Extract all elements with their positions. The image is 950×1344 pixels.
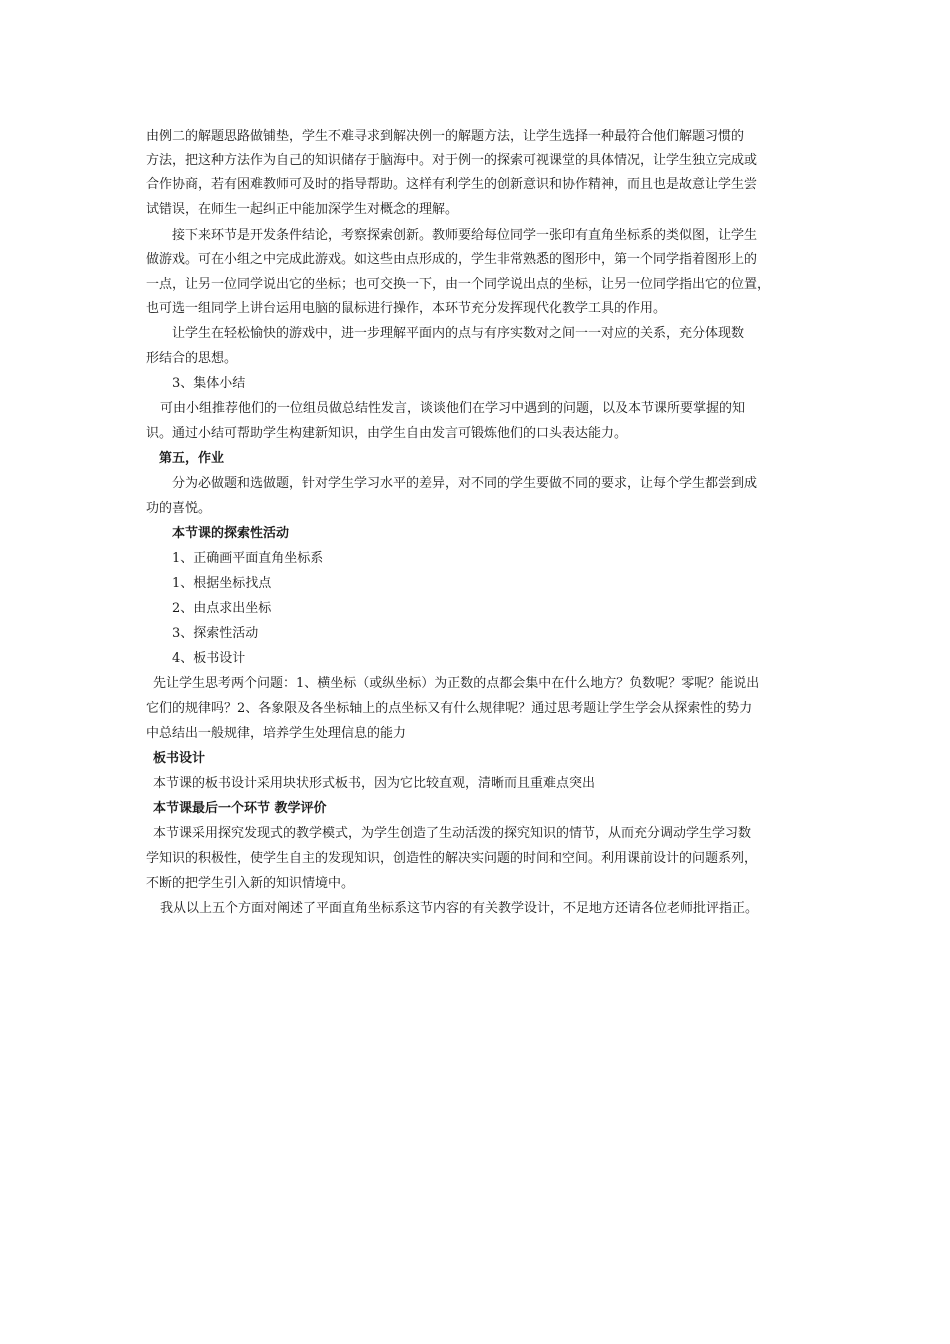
text-line: 可由小组推荐他们的一位组员做总结性发言，谈谈他们在学习中遇到的问题，以及本节课所要掌握的知: [160, 401, 746, 416]
section-heading: 本节课的探索性活动: [172, 526, 290, 541]
section-heading: 板书设计: [153, 751, 206, 766]
text-line: 本节课的板书设计采用块状形式板书，因为它比较直观，清晰而且重难点突出: [153, 776, 596, 791]
text-line: 先让学生思考两个问题：1、横坐标（或纵坐标）为正数的点都会集中在什么地方？负数呢？零呢？能说出: [153, 676, 760, 691]
section-heading: 本节课最后一个环节 教学评价: [153, 801, 327, 816]
list-item: 4、板书设计: [172, 651, 246, 666]
text-line: 它们的规律吗？2、各象限及各坐标轴上的点坐标又有什么规律呢？通过思考题让学生学会从探索性的势力: [146, 701, 753, 716]
text-line: 做游戏。可在小组之中完成此游戏。如这些由点形成的，学生非常熟悉的图形中，第一个同学指着图形上的: [146, 252, 758, 267]
text-line: 我从以上五个方面对阐述了平面直角坐标系这节内容的有关教学设计，不足地方还请各位老师批评指正。: [160, 901, 759, 916]
list-item: 2、由点求出坐标: [172, 601, 272, 616]
list-item: 3、探索性活动: [172, 626, 259, 641]
text-line: 一点，让另一位同学说出它的坐标；也可交换一下，由一个同学说出点的坐标，让另一位同学指出它的位置，: [146, 277, 771, 292]
list-item: 1、正确画平面直角坐标系: [172, 551, 324, 566]
text-line: 中总结出一般规律，培养学生处理信息的能力: [146, 726, 407, 741]
text-line: 方法，把这种方法作为自己的知识储存于脑海中。对于例一的探索可视课堂的具体情况，让学生独立完成或: [146, 153, 758, 168]
section-heading: 3、集体小结: [172, 376, 246, 391]
text-line: 接下来环节是开发条件结论，考察探索创新。教师要给每位同学一张印有直角坐标系的类似图，让学生: [172, 228, 758, 243]
text-line: 由例二的解题思路做铺垫，学生不难寻求到解决例一的解题方法，让学生选择一种最符合他们解题习惯的: [146, 129, 745, 144]
text-line: 分为必做题和选做题，针对学生学习水平的差异，对不同的学生要做不同的要求，让每个学生都尝到成: [172, 476, 758, 491]
text-line: 让学生在轻松愉快的游戏中，进一步理解平面内的点与有序实数对之间一一对应的关系，充分体现数: [172, 326, 745, 341]
text-line: 学知识的积极性，使学生自主的发现知识，创造性的解决实问题的时间和空间。利用课前设计的问题系列，: [146, 851, 758, 866]
text-line: 识。通过小结可帮助学生构建新知识，由学生自由发言可锻炼他们的口头表达能力。: [146, 426, 628, 441]
section-heading: 第五，作业: [159, 451, 225, 466]
text-line: 形结合的思想。: [146, 351, 238, 366]
text-line: 功的喜悦。: [146, 501, 212, 516]
text-line: 试错误，在师生一起纠正中能加深学生对概念的理解。: [146, 202, 459, 217]
text-line: 也可选一组同学上讲台运用电脑的鼠标进行操作，本环节充分发挥现代化教学工具的作用。: [146, 301, 667, 316]
text-line: 本节课采用探究发现式的教学模式，为学生创造了生动活泼的探究知识的情节，从而充分调动学生学习数: [153, 826, 752, 841]
text-line: 不断的把学生引入新的知识情境中。: [146, 876, 355, 891]
text-line: 合作协商，若有困难教师可及时的指导帮助。这样有利学生的创新意识和协作精神，而且也是故意让学生尝: [146, 177, 758, 192]
list-item: 1、根据坐标找点: [172, 576, 272, 591]
